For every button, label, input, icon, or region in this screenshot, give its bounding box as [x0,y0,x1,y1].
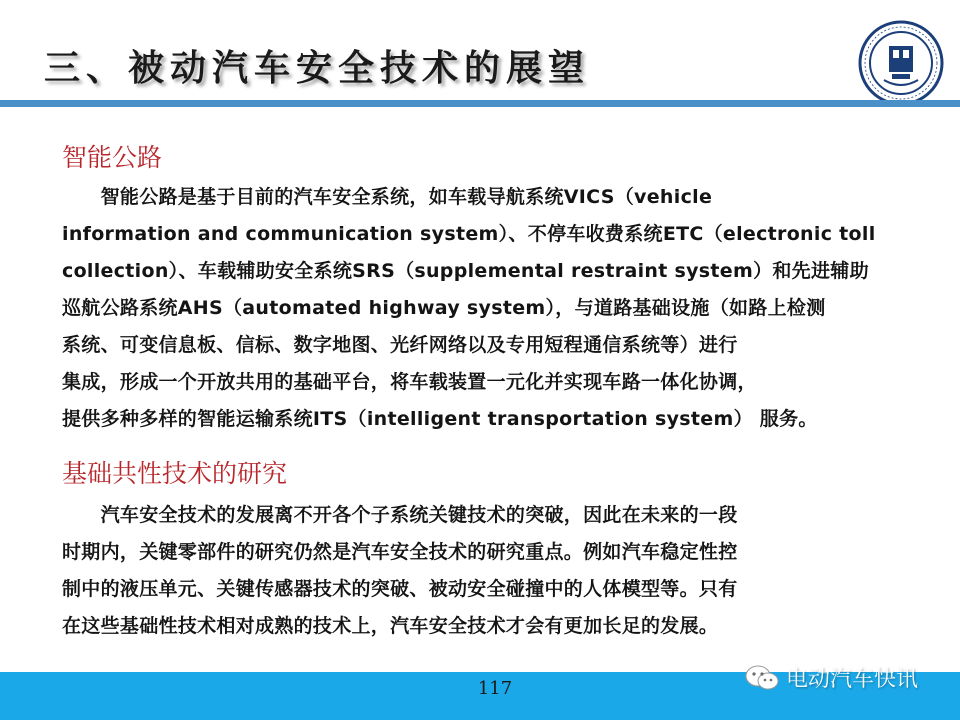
wechat-icon [744,664,780,692]
paragraph-line: 制中的液压单元、关键传感器技术的突破、被动安全碰撞中的人体模型等。只有 [62,578,738,600]
section-heading-smart-highway: 智能公路 [62,143,163,172]
page-number: 117 [477,678,513,699]
paragraph-line: 在这些基础性技术相对成熟的技术上，汽车安全技术才会有更加长足的发展。 [62,615,719,637]
paragraph-line: 提供多种多样的智能运输系统ITS（intelligent transportation system） 服务。 [62,408,818,430]
paragraph-line: 汽车安全技术的发展离不开各个子系统关键技术的突破，因此在未来的一段 [62,504,738,526]
university-seal-icon [858,20,944,106]
section-heading-common-tech: 基础共性技术的研究 [62,459,288,488]
paragraph-line: 集成，形成一个开放共用的基础平台，将车载装置一元化并实现车路一体化协调， [62,371,757,393]
paragraph-line: 时期内，关键零部件的研究仍然是汽车安全技术的研究重点。例如汽车稳定性控 [62,541,738,563]
title-underline [0,100,960,107]
paragraph-line: information and communication system）、不停车收费系统ETC（electronic toll [62,223,876,245]
paragraph-line: 巡航公路系统AHS（automated highway system），与道路基础设施（如路上检测 [62,297,826,319]
paragraph-line: 智能公路是基于目前的汽车安全系统，如车载导航系统VICS（vehicle [62,186,713,208]
paragraph-line: 系统、可变信息板、信标、数字地图、光纤网络以及专用短程通信系统等）进行 [62,334,738,356]
paragraph-line: collection）、车载辅助安全系统SRS（supplemental restraint system）和先进辅助 [62,260,869,282]
slide-title: 三、被动汽车安全技术的展望 [44,48,591,89]
watermark-text: 电动汽车快讯 [786,667,919,692]
